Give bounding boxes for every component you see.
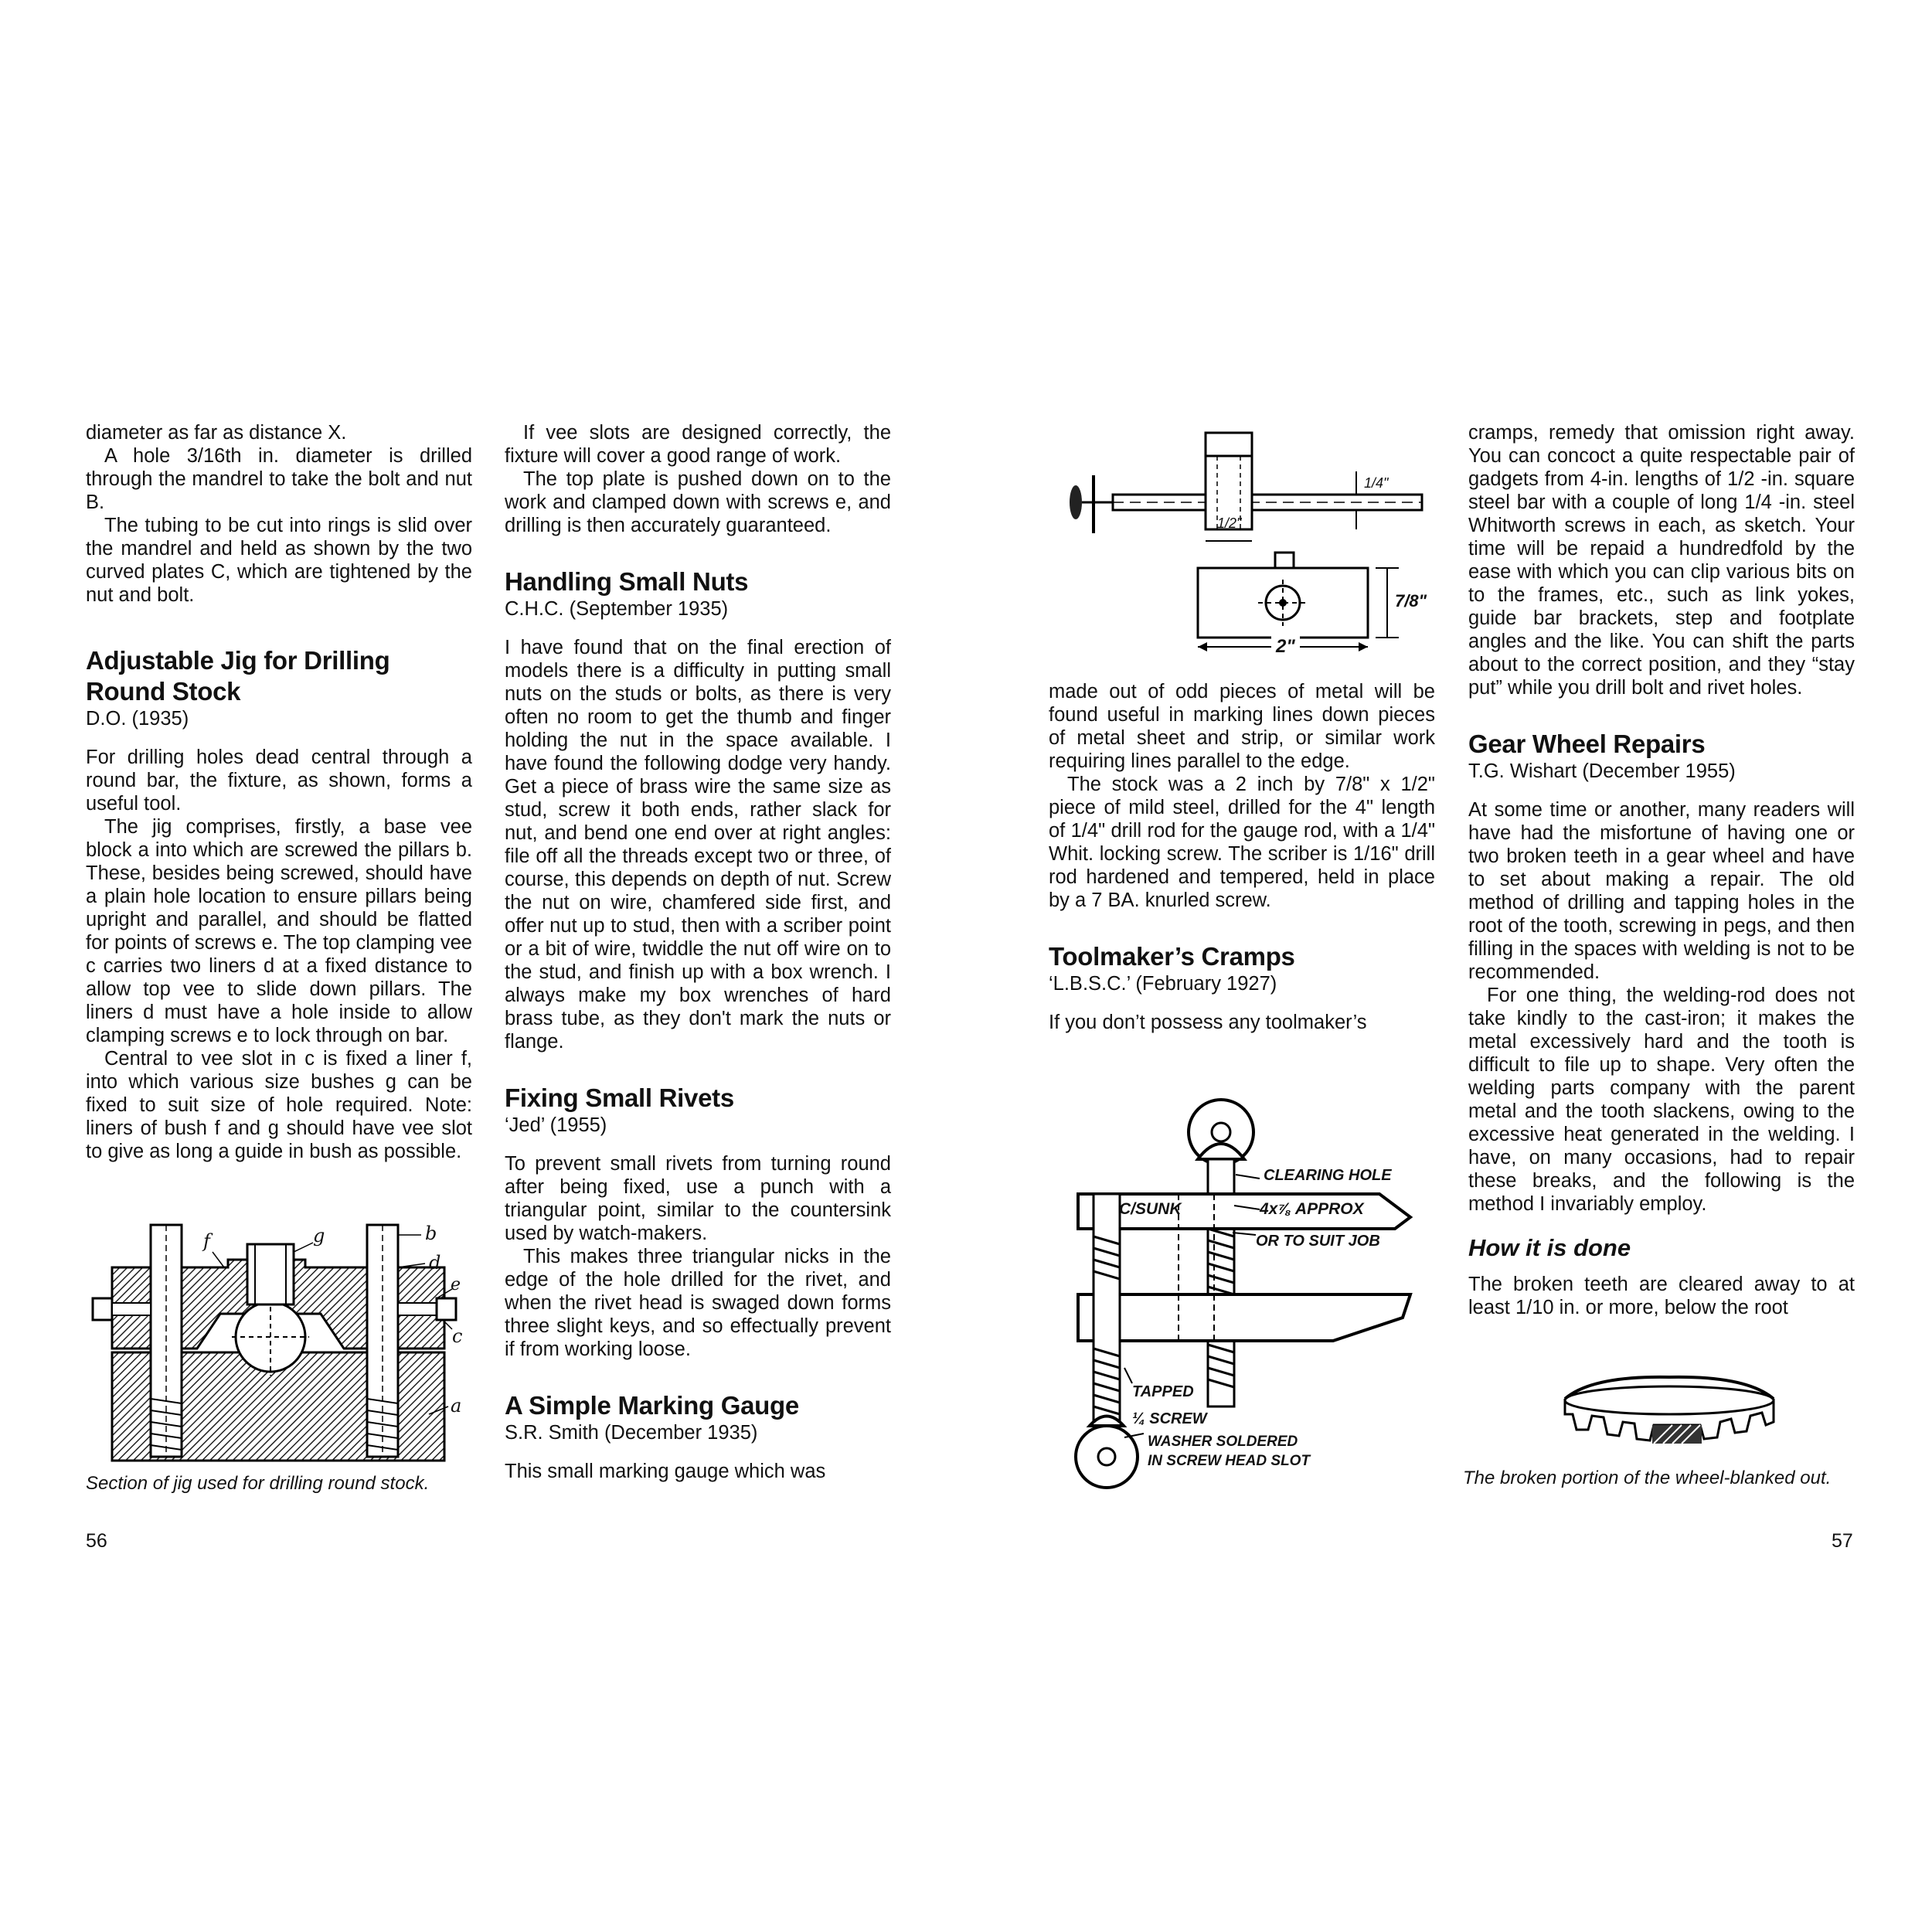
article-source: ‘L.B.S.C.’ (February 1927): [1049, 973, 1277, 995]
label-size: 4x⅞ APPROX: [1260, 1200, 1364, 1218]
heading-adjustable-jig: Adjustable Jig for Drilling Round Stock: [86, 646, 390, 706]
jig-figure-caption: Section of jig used for drilling round stock.: [86, 1473, 430, 1494]
heading-toolmakers-cramps: Toolmaker’s Cramps: [1049, 942, 1295, 971]
label-d: d: [429, 1252, 441, 1274]
dim-quarter: 1/4": [1364, 475, 1389, 491]
heading-gear-wheel-repairs: Gear Wheel Repairs: [1468, 730, 1706, 758]
paragraph: The broken teeth are cleared away to at least 1/10 in. or more, below the root: [1468, 1274, 1855, 1318]
dim-half: 1/2": [1217, 515, 1242, 531]
label-e: e: [451, 1275, 461, 1294]
paragraph: This makes three triangular nicks in the edge of the hole drilled for the rivet, and when the rivet head is swaged down forms three slight keys, and so effectually prevent if from working loose.: [505, 1246, 891, 1360]
column-1: [86, 421, 472, 1163]
article-source: S.R. Smith (December 1935): [505, 1422, 758, 1444]
marking-gauge-figure: [1059, 429, 1445, 657]
label-b: b: [425, 1223, 437, 1244]
paragraph: For drilling holes dead central through a round bar, the fixture, as shown, forms a useful tool.: [86, 747, 472, 815]
paragraph: This small marking gauge which was: [505, 1461, 826, 1482]
label-screw: ¼ SCREW: [1132, 1410, 1207, 1427]
paragraph: diameter as far as distance X.: [86, 422, 347, 444]
page-number-right: 57: [1832, 1530, 1853, 1552]
gear-figure-caption: The broken portion of the wheel-blanked out.: [1463, 1468, 1832, 1488]
article-source: D.O. (1935): [86, 708, 189, 730]
article-source: C.H.C. (September 1935): [505, 598, 729, 620]
paragraph: The tubing to be cut into rings is slid over the mandrel and held as shown by the two curved plates C, which are tightened by the nut and bolt.: [86, 515, 472, 606]
paragraph: cramps, remedy that omission right away. You can concoct a quite respectable pair of gadgets from 4-in. lengths of 1/2 -in. square steel bar with a couple of long 1/4 -in. steel Whitworth screws in each, as sketch. Your time will be repaid a hundredfold by the ease with which you can clip various bits on to the frames, etc., such as link yokes, guide bar brackets, step and footplate angles and the like. You can shift the parts about to the correct position, and they “stay put” while you drill bolt and rivet holes.: [1468, 422, 1855, 699]
column-2: [505, 421, 891, 1483]
heading-handling-small-nuts: Handling Small Nuts: [505, 567, 749, 596]
label-csunk: C/SUNK: [1119, 1200, 1182, 1218]
label-c: c: [452, 1325, 463, 1347]
paragraph: For one thing, the welding-rod does not take kindly to the cast-iron; it makes the metal excessively hard and the tooth is difficult to file up to shape. Very often the welding parts company with the parent metal and the tooth slackens, owing to the excessive heat generated in the welding. I have, on many occasions, had to repair these breaks, and the following is the method I invariably employ.: [1468, 985, 1855, 1215]
paragraph: Central to vee slot in c is fixed a liner f, into which various size bushes g can be fixed to suit size of hole required. Note: liners of bush f and g should have vee slot to give as long a guide in bush as possible.: [86, 1048, 472, 1162]
toolmakers-cramp-figure: [1070, 1074, 1426, 1492]
paragraph: If you don’t possess any toolmaker’s: [1049, 1012, 1367, 1033]
label-washer-2: IN SCREW HEAD SLOT: [1148, 1453, 1311, 1469]
label-a: a: [451, 1395, 462, 1417]
paragraph: made out of odd pieces of metal will be found useful in marking lines down pieces of metal sheet and strip, or similar work requiring lines parallel to the edge.: [1049, 681, 1435, 772]
dim-two-inch: 2": [1271, 636, 1300, 658]
paragraph: At some time or another, many readers will have had the misfortune of having one or two broken teeth in a gear wheel and have to set about making a repair. The old method of drilling and tapping holes in the root of the tooth, screwing in pegs, and then filling in the spaces with welding is not to be recommended.: [1468, 799, 1855, 983]
column-3: [1049, 680, 1435, 1034]
jig-section-figure: [89, 1221, 468, 1464]
article-source: T.G. Wishart (December 1955): [1468, 760, 1736, 782]
paragraph: If vee slots are designed correctly, the fixture will cover a good range of work.: [505, 422, 891, 467]
label-g: g: [313, 1225, 325, 1247]
page-number-left: 56: [86, 1530, 107, 1552]
label-suit-job: OR TO SUIT JOB: [1256, 1233, 1380, 1250]
paragraph: To prevent small rivets from turning round after being fixed, use a punch with a triangular point, similar to the countersink used by watch-makers.: [505, 1153, 891, 1244]
paragraph: The jig comprises, firstly, a base vee block a into which are screwed the pillars b. These, besides being screwed, should have a plain hole location to ensure pillars being upright and parallel, and should be flatted for points of screws e. The top clamping vee c carries two liners d at a fixed distance to allow top vee to slide down pillars. The liners d must have a hole inside to allow clamping screws e to lock through on bar.: [86, 816, 472, 1046]
heading-how-it-is-done: How it is done: [1468, 1234, 1631, 1261]
paragraph: I have found that on the final erection of models there is a difficulty in putting small nuts on the studs or bolts, as there is very often no room to get the thumb and finger holding the nut in the space available. I have found the following dodge very handy. Get a piece of brass wire the same size as stud, screw it both ends, rather slack for nut, and bend one end over at right angles: file off all the threads except two or three, of course, this depends on depth of nut. Screw the nut on wire, chamfered side first, and offer nut up to stud, then with a scriber point or a bit of wire, twiddle the nut off wire on to the stud, and finish up with a box wrench. I always make my box wrenches of hard brass tube, as they don't mark the nuts or flange.: [505, 637, 891, 1053]
paragraph: The top plate is pushed down on to the work and clamped down with screws e, and drilling is then accurately guaranteed.: [505, 468, 891, 536]
heading-simple-marking-gauge: A Simple Marking Gauge: [505, 1391, 799, 1420]
paragraph: A hole 3/16th in. diameter is drilled through the mandrel to take the bolt and nut B.: [86, 445, 472, 513]
label-washer-1: WASHER SOLDERED: [1148, 1434, 1298, 1450]
gear-wheel-figure: [1546, 1368, 1793, 1453]
label-f: f: [203, 1230, 210, 1252]
heading-fixing-small-rivets: Fixing Small Rivets: [505, 1083, 734, 1112]
column-4: [1468, 421, 1855, 1319]
label-clearing-hole: CLEARING HOLE: [1264, 1167, 1392, 1184]
paragraph: The stock was a 2 inch by 7/8" x 1/2" piece of mild steel, drilled for the 4" length of 1/4" drill rod for the gauge rod, with a 1/4" Whit. locking screw. The scriber is 1/16" drill rod hardened and tempered, held in place by a 7 BA. knurled screw.: [1049, 774, 1435, 911]
label-tapped: TAPPED: [1132, 1383, 1194, 1400]
dim-seven-eighths: 7/8": [1395, 591, 1427, 611]
article-source: ‘Jed’ (1955): [505, 1114, 607, 1136]
